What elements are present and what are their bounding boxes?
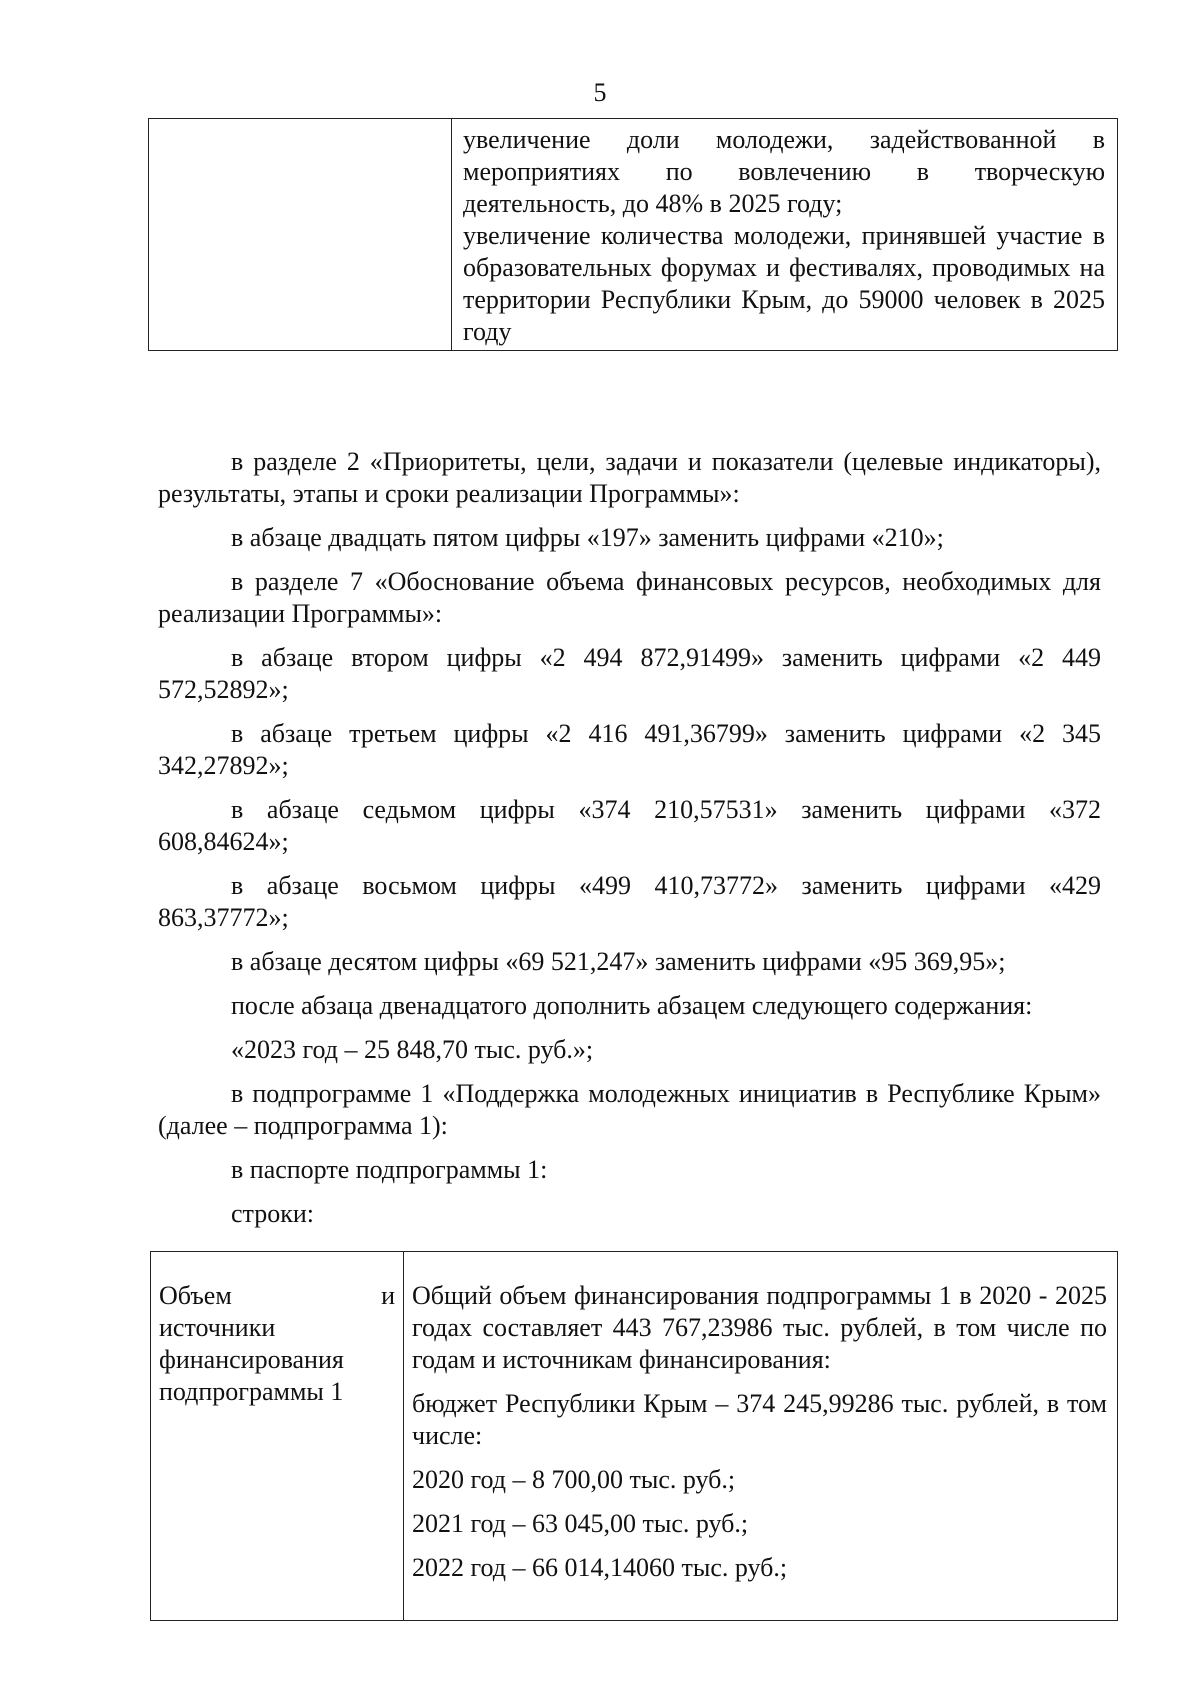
funding-paragraph: 2020 год – 8 700,00 тыс. руб.; [412,1465,736,1494]
funding-table [150,1251,1118,1621]
funding-paragraph: 2021 год – 63 045,00 тыс. руб.; [412,1509,749,1538]
top-table-paragraph: увеличение количества молодежи, принявшей участие в образовательных форумах и фестивалях, проводимых на территории Республики Крым, до 59000 человек в 2025 году [463,221,1105,346]
table-row [151,1252,1118,1621]
body-paragraph: в подпрограмме 1 «Поддержка молодежных инициатив в Республике Крым» (далее – подпрограмма 1): [158,1079,1101,1140]
body-paragraph: в абзаце десятом цифры «69 521,247» заменить цифрами «95 369,95»; [231,947,1006,976]
label-line: подпрограммы 1 [159,1377,344,1406]
body-text [158,446,1101,1242]
body-paragraph: после абзаца двенадцатого дополнить абзацем следующего содержания: [231,991,1033,1020]
body-paragraph: в абзаце втором цифры «2 494 872,91499» заменить цифрами «2 449 572,52892»; [158,643,1101,704]
body-paragraph: в паспорте подпрограммы 1: [231,1155,548,1184]
body-paragraph: в абзаце восьмом цифры «499 410,73772» заменить цифрами «429 863,37772»; [158,871,1101,932]
funding-table-label-cell [151,1252,404,1621]
funding-paragraph: Общий объем финансирования подпрограммы 1 в 2020 - 2025 годах составляет 443 767,23986 тыс. рублей, в том числе по годам и источникам финансирования: [412,1281,1107,1374]
body-paragraph: в абзаце третьем цифры «2 416 491,36799» заменить цифрами «2 345 342,27892»; [158,719,1101,780]
top-table-left-cell [149,119,452,351]
label-line: финансирования [159,1345,344,1374]
funding-paragraph: 2022 год – 66 014,14060 тыс. руб.; [412,1553,788,1582]
top-table [148,118,1118,351]
body-paragraph: в абзаце седьмом цифры «374 210,57531» заменить цифрами «372 608,84624»; [158,795,1101,856]
label-line: источники [159,1313,276,1342]
page-number: 5 [593,78,607,107]
label-conjunction: и [381,1281,395,1310]
table-row [149,119,1118,351]
body-paragraph: «2023 год – 25 848,70 тыс. руб.»; [231,1035,594,1064]
body-paragraph: строки: [231,1199,314,1228]
body-paragraph: в разделе 7 «Обоснование объема финансовых ресурсов, необходимых для реализации Программы»: [158,567,1101,628]
label-line [159,1280,395,1312]
body-paragraph: в разделе 2 «Приоритеты, цели, задачи и показатели (целевые индикаторы), результаты, этапы и сроки реализации Программы»: [158,447,1101,508]
top-table-right-cell [452,119,1118,351]
funding-table-content-cell [404,1252,1118,1621]
funding-paragraph: бюджет Республики Крым – 374 245,99286 тыс. рублей, в том числе: [412,1389,1107,1450]
top-table-paragraph: увеличение доли молодежи, задействованной в мероприятиях по вовлечению в творческую деятельность, до 48% в 2025 году; [463,125,1105,218]
body-paragraph: в абзаце двадцать пятом цифры «197» заменить цифрами «210»; [231,523,944,552]
label-word: Объем [159,1281,232,1310]
